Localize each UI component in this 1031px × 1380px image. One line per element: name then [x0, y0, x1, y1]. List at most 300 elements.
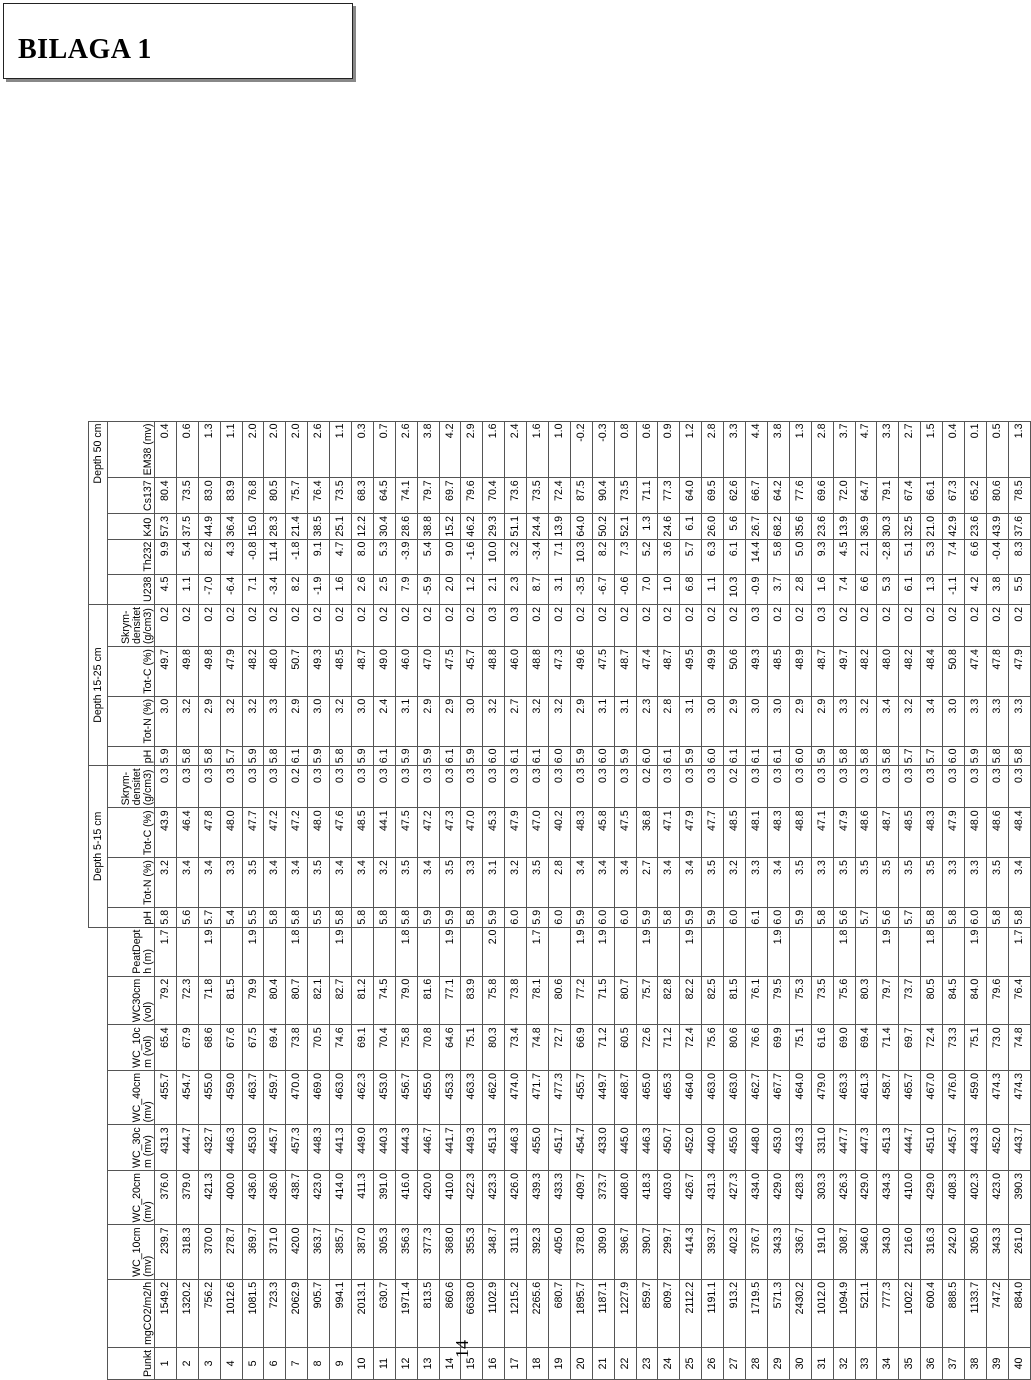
table-cell: 0.6	[636, 421, 658, 478]
table-cell: 68.2	[767, 513, 789, 539]
table-cell: 48.0	[308, 808, 330, 858]
table-cell: 74.5	[373, 976, 395, 1025]
table-cell: 74.8	[527, 1025, 549, 1071]
table-cell: 0.3	[483, 604, 505, 646]
table-cell: 21.0	[921, 513, 943, 539]
table-cell: 47.7	[702, 808, 724, 858]
table-cell: 6.1	[724, 746, 746, 766]
table-cell: 416.0	[395, 1171, 417, 1225]
table-cell: 2.9	[286, 696, 308, 746]
table-cell: 0.7	[373, 421, 395, 478]
table-cell: 5.8	[658, 907, 680, 927]
table-cell: 0.9	[658, 421, 680, 478]
table-cell: 57.3	[155, 513, 177, 539]
table-cell: 2.0	[264, 421, 286, 478]
table-cell: 0.2	[986, 604, 1008, 646]
group-header-depth-5-15: Depth 5-15 cm	[89, 766, 108, 927]
table-cell: 75.7	[636, 976, 658, 1025]
table-cell: 0.3	[176, 766, 198, 808]
table-cell: 1.1	[330, 421, 352, 478]
table-cell: -1.8	[286, 539, 308, 574]
table-cell: 455.0	[198, 1070, 220, 1124]
table-cell: 48.7	[811, 647, 833, 697]
table-cell: 68.3	[352, 478, 374, 514]
table-cell: 0.2	[373, 604, 395, 646]
table-cell: 6638.0	[461, 1279, 483, 1347]
table-cell: 459.0	[220, 1070, 242, 1124]
table-cell: 75.8	[395, 1025, 417, 1071]
table-cell: 6.0	[789, 746, 811, 766]
table-cell: 299.7	[658, 1225, 680, 1279]
table-cell: 2.9	[198, 696, 220, 746]
table-cell: 48.0	[264, 647, 286, 697]
table-cell: 80.7	[286, 976, 308, 1025]
table-cell: 51.1	[505, 513, 527, 539]
table-cell: 1.3	[198, 421, 220, 478]
table-cell: 387.0	[352, 1225, 374, 1279]
table-cell: 0.2	[155, 604, 177, 646]
table-cell: 6.0	[549, 746, 571, 766]
table-cell: 62.6	[724, 478, 746, 514]
table-cell: 24.4	[527, 513, 549, 539]
table-cell: 600.4	[921, 1279, 943, 1347]
table-cell: 47.8	[198, 808, 220, 858]
table-cell: 83.9	[461, 976, 483, 1025]
table-cell: 48.7	[658, 647, 680, 697]
table-cell: 355.3	[461, 1225, 483, 1279]
table-cell: 3.4	[921, 696, 943, 746]
table-cell: 346.0	[855, 1225, 877, 1279]
table-cell: 1.3	[921, 574, 943, 604]
table-cell: 70.5	[308, 1025, 330, 1071]
table-cell: 47.8	[986, 647, 1008, 697]
table-cell: 3.5	[395, 858, 417, 908]
table-cell: 10.0	[483, 539, 505, 574]
table-cell: 278.7	[220, 1225, 242, 1279]
table-cell: 81.5	[724, 976, 746, 1025]
table-cell: 5.9	[395, 746, 417, 766]
table-cell: 37	[943, 1347, 965, 1379]
table-cell: 1187.1	[592, 1279, 614, 1347]
table-cell: 6.0	[549, 907, 571, 927]
table-cell: 5.9	[155, 746, 177, 766]
table-cell: 2.1	[483, 574, 505, 604]
table-cell: 3.5	[899, 858, 921, 908]
table-cell: 3.0	[308, 696, 330, 746]
table-cell: 2.6	[352, 574, 374, 604]
table-cell: 458.7	[877, 1070, 899, 1124]
table-cell: 6.1	[899, 574, 921, 604]
table-cell: 453.3	[439, 1070, 461, 1124]
table-cell: 0.3	[702, 766, 724, 808]
table-cell: 8.0	[352, 539, 374, 574]
table-cell: 0.2	[176, 604, 198, 646]
table-cell: 343.3	[986, 1225, 1008, 1279]
table-cell: 47.2	[286, 808, 308, 858]
table-cell: 5.9	[527, 907, 549, 927]
table-cell: 47.6	[330, 808, 352, 858]
table-cell: 60.5	[614, 1025, 636, 1071]
table-cell	[746, 927, 768, 976]
table-cell: 2062.9	[286, 1279, 308, 1347]
table-cell: -3.4	[264, 574, 286, 604]
table-cell: 409.7	[570, 1171, 592, 1225]
table-cell: 3.5	[527, 858, 549, 908]
table-cell: 3.3	[943, 858, 965, 908]
table-cell: 49.0	[373, 647, 395, 697]
table-cell: 76.4	[1008, 976, 1030, 1025]
table-cell: 73.5	[330, 478, 352, 514]
table-cell: 393.7	[702, 1225, 724, 1279]
table-cell: 5.7	[921, 746, 943, 766]
table-cell: 80.6	[549, 976, 571, 1025]
table-cell: 2.7	[505, 696, 527, 746]
table-cell: 3.1	[483, 858, 505, 908]
table-cell: 3.4	[614, 858, 636, 908]
table-cell: 6.1	[439, 746, 461, 766]
table-cell: 48.3	[767, 808, 789, 858]
table-cell: 6.1	[746, 907, 768, 927]
table-cell: 0.3	[330, 766, 352, 808]
table-cell: 69.7	[439, 478, 461, 514]
table-cell: 3.2	[483, 696, 505, 746]
table-cell: 465.7	[899, 1070, 921, 1124]
table-cell: 3.3	[746, 858, 768, 908]
table-cell: 3.4	[286, 858, 308, 908]
table-cell: 1.2	[680, 421, 702, 478]
table-cell: 463.0	[702, 1070, 724, 1124]
table-cell: 3.0	[943, 696, 965, 746]
table-cell: 1.6	[330, 574, 352, 604]
table-cell: 48.8	[527, 647, 549, 697]
table-cell: 4.7	[330, 539, 352, 574]
table-cell: 49.8	[176, 647, 198, 697]
table-cell: 6.0	[592, 907, 614, 927]
table-cell: 5.9	[417, 907, 439, 927]
table-cell: 462.7	[746, 1070, 768, 1124]
table-cell: 403.0	[658, 1171, 680, 1225]
header-ph-1525: pH	[108, 746, 155, 766]
table-cell: 25.1	[330, 513, 352, 539]
table-cell: 376.7	[746, 1225, 768, 1279]
table-cell: 27	[724, 1347, 746, 1379]
table-cell	[417, 927, 439, 976]
table-cell: 6.1	[373, 746, 395, 766]
table-cell: 1094.9	[833, 1279, 855, 1347]
table-cell: 48.0	[220, 808, 242, 858]
table-cell: 4.2	[964, 574, 986, 604]
table-cell: 441.3	[330, 1125, 352, 1171]
table-cell: 45.7	[461, 647, 483, 697]
header-th232: Th232	[108, 539, 155, 574]
table-cell: 371.0	[264, 1225, 286, 1279]
table-cell: 461.3	[855, 1070, 877, 1124]
table-cell: 0.3	[439, 766, 461, 808]
table-cell: 2.0	[483, 927, 505, 976]
table-cell: 47.1	[811, 808, 833, 858]
table-cell: 2.5	[373, 574, 395, 604]
table-cell: 49.5	[680, 647, 702, 697]
table-cell: 0.2	[855, 604, 877, 646]
table-cell: 0.2	[461, 604, 483, 646]
table-cell: 414.0	[330, 1171, 352, 1225]
table-cell: 5.8	[330, 907, 352, 927]
table-row	[395, 421, 417, 1379]
table-cell: 10.3	[724, 574, 746, 604]
table-cell: 0.3	[505, 604, 527, 646]
table-cell: 343.3	[767, 1225, 789, 1279]
table-cell: 0.3	[242, 766, 264, 808]
table-cell: 913.2	[724, 1279, 746, 1347]
table-row	[352, 421, 374, 1379]
table-cell: 8.3	[1008, 539, 1030, 574]
table-cell: 0.3	[833, 766, 855, 808]
header-totn-1525: Tot-N (%)	[108, 696, 155, 746]
table-cell: 67.9	[176, 1025, 198, 1071]
table-cell: 47.9	[505, 808, 527, 858]
table-cell: 71.5	[592, 976, 614, 1025]
table-cell: 3.2	[899, 696, 921, 746]
table-cell: 24	[658, 1347, 680, 1379]
table-cell: 47.9	[220, 647, 242, 697]
table-cell: 420.0	[417, 1171, 439, 1225]
table-cell: 418.3	[636, 1171, 658, 1225]
table-cell: 66.7	[746, 478, 768, 514]
table-cell: 1.9	[198, 927, 220, 976]
table-row	[877, 421, 899, 1379]
table-cell: 3.5	[308, 858, 330, 908]
table-row	[789, 421, 811, 1379]
table-cell: -3.4	[527, 539, 549, 574]
annex-label: BILAGA 1	[18, 34, 152, 65]
table-cell: 3.1	[592, 696, 614, 746]
table-cell: 3.8	[767, 421, 789, 478]
table-cell: 451.7	[549, 1125, 571, 1171]
table-cell: 408.0	[614, 1171, 636, 1225]
table-cell: 5.8	[395, 907, 417, 927]
table-cell: 0.3	[658, 766, 680, 808]
table-cell: 1.0	[549, 421, 571, 478]
table-cell: 3.4	[198, 858, 220, 908]
table-cell: 0.2	[1008, 604, 1030, 646]
table-cell: 448.3	[308, 1125, 330, 1171]
table-cell: 0.2	[439, 604, 461, 646]
table-cell: 67.5	[242, 1025, 264, 1071]
table-cell: 2.3	[636, 696, 658, 746]
table-cell	[986, 927, 1008, 976]
table-cell: 6.0	[592, 746, 614, 766]
table-cell: 4.5	[833, 539, 855, 574]
table-cell: 3.0	[746, 696, 768, 746]
table-cell: 1.3	[636, 513, 658, 539]
table-cell: 479.0	[811, 1070, 833, 1124]
table-cell: 438.7	[286, 1171, 308, 1225]
table-cell: 28	[746, 1347, 768, 1379]
table-cell: 368.0	[439, 1225, 461, 1279]
table-cell: 777.3	[877, 1279, 899, 1347]
table-cell: 1.9	[964, 927, 986, 976]
table-cell: 75.8	[483, 976, 505, 1025]
table-cell: 5.4	[417, 539, 439, 574]
table-cell: 5.8	[330, 746, 352, 766]
group-header-blank	[89, 927, 108, 1379]
table-cell: 1.9	[636, 927, 658, 976]
table-cell: 1.1	[702, 574, 724, 604]
table-row	[483, 421, 505, 1379]
table-cell: 453.0	[767, 1125, 789, 1171]
table-cell: 0.3	[352, 766, 374, 808]
table-cell: 48.5	[899, 808, 921, 858]
header-wc20: WC_20cm (mv)	[108, 1171, 155, 1225]
table-cell: 3.4	[680, 858, 702, 908]
table-cell: 80.5	[264, 478, 286, 514]
table-cell: 5.2	[636, 539, 658, 574]
table-cell: 50.2	[592, 513, 614, 539]
table-cell: 48.6	[855, 808, 877, 858]
table-cell: 385.7	[330, 1225, 352, 1279]
table-cell: 408.3	[943, 1171, 965, 1225]
table-cell: 5.7	[899, 907, 921, 927]
table-cell: 77.2	[570, 976, 592, 1025]
table-cell: 884.0	[1008, 1279, 1030, 1347]
table-cell: 0.2	[702, 604, 724, 646]
table-cell: 7.9	[395, 574, 417, 604]
table-cell: 994.1	[330, 1279, 352, 1347]
table-cell: 73.5	[527, 478, 549, 514]
table-row	[680, 421, 702, 1379]
table-cell: 451.3	[483, 1125, 505, 1171]
table-cell: 336.7	[789, 1225, 811, 1279]
table-cell: 3.5	[242, 858, 264, 908]
table-cell: 888.5	[943, 1279, 965, 1347]
table-row	[592, 421, 614, 1379]
table-cell: 0.2	[527, 604, 549, 646]
table-cell: -0.8	[242, 539, 264, 574]
table-cell: 77.1	[439, 976, 461, 1025]
table-cell: 5.4	[176, 539, 198, 574]
table-cell: 4.4	[746, 421, 768, 478]
table-cell: 48.7	[877, 808, 899, 858]
table-cell: 3.3	[220, 858, 242, 908]
table-cell: 456.7	[395, 1070, 417, 1124]
table-cell: 390.3	[1008, 1171, 1030, 1225]
table-cell: 75.6	[833, 976, 855, 1025]
table-cell: 43.9	[986, 513, 1008, 539]
table-cell: 24.6	[658, 513, 680, 539]
table-cell: -1.6	[461, 539, 483, 574]
table-cell: 0.3	[264, 766, 286, 808]
table-cell: 476.0	[943, 1070, 965, 1124]
table-cell: 6.0	[483, 746, 505, 766]
table-cell: 5.5	[308, 907, 330, 927]
table-cell: 1719.5	[746, 1279, 768, 1347]
table-cell: 76.4	[308, 478, 330, 514]
table-cell: 23.6	[811, 513, 833, 539]
table-cell: 316.3	[921, 1225, 943, 1279]
table-cell: 2430.2	[789, 1279, 811, 1347]
table-cell: 79.6	[986, 976, 1008, 1025]
table-cell: 3.3	[877, 421, 899, 478]
table-cell	[220, 927, 242, 976]
table-cell: 2.8	[702, 421, 724, 478]
table-row	[461, 421, 483, 1379]
table-cell: 3.2	[373, 858, 395, 908]
table-cell: 0.3	[811, 766, 833, 808]
table-cell: 69.6	[811, 478, 833, 514]
table-cell: 242.0	[943, 1225, 965, 1279]
table-cell: -0.4	[986, 539, 1008, 574]
table-cell: 47.5	[592, 647, 614, 697]
table-cell: 433.3	[549, 1171, 571, 1225]
table-cell: 0.2	[789, 604, 811, 646]
table-cell: 48.8	[789, 808, 811, 858]
table-cell: 84.0	[964, 976, 986, 1025]
table-cell: 75.1	[964, 1025, 986, 1071]
table-cell: 70.8	[417, 1025, 439, 1071]
table-cell: 1102.9	[483, 1279, 505, 1347]
table-cell: 2265.6	[527, 1279, 549, 1347]
table-cell: 1.9	[570, 927, 592, 976]
table-cell: 1012.6	[220, 1279, 242, 1347]
table-cell: 379.0	[176, 1171, 198, 1225]
table-cell: 0.2	[352, 604, 374, 646]
table-cell: 73.0	[986, 1025, 1008, 1071]
table-cell: 75.6	[702, 1025, 724, 1071]
table-cell: 5.9	[352, 746, 374, 766]
table-cell: 9.0	[439, 539, 461, 574]
table-cell: 69.0	[833, 1025, 855, 1071]
table-cell: 3.1	[549, 574, 571, 604]
table-cell: 447.3	[855, 1125, 877, 1171]
table-cell: 2.3	[505, 574, 527, 604]
table-cell: 82.1	[308, 976, 330, 1025]
table-cell: 0.2	[636, 766, 658, 808]
header-totc-1525: Tot-C (%)	[108, 647, 155, 697]
table-cell: 0.3	[899, 766, 921, 808]
table-cell: 0.3	[570, 766, 592, 808]
table-cell: 444.3	[395, 1125, 417, 1171]
table-cell: 76.6	[746, 1025, 768, 1071]
table-cell: 79.9	[242, 976, 264, 1025]
table-cell: 5.8	[767, 539, 789, 574]
table-cell: 49.7	[833, 647, 855, 697]
table-cell: 429.0	[921, 1171, 943, 1225]
table-cell: 65.4	[155, 1025, 177, 1071]
table-cell: 3.5	[789, 858, 811, 908]
table-cell: 48.6	[986, 808, 1008, 858]
table-cell: 0.2	[964, 604, 986, 646]
table-cell: 3.3	[1008, 696, 1030, 746]
table-cell: 65.2	[964, 478, 986, 514]
table-cell: 343.0	[877, 1225, 899, 1279]
table-cell: 8.7	[527, 574, 549, 604]
table-cell: -0.9	[746, 574, 768, 604]
table-cell: 64.0	[680, 478, 702, 514]
table-cell: 3.4	[176, 858, 198, 908]
table-cell: 6.0	[614, 907, 636, 927]
soil-data-table	[88, 421, 1031, 1380]
table-cell: 410.0	[439, 1171, 461, 1225]
table-cell: 0.2	[308, 604, 330, 646]
table-cell: 3.4	[592, 858, 614, 908]
table-cell: 4.5	[155, 574, 177, 604]
table-cell: 48.0	[964, 808, 986, 858]
table-cell: 813.5	[417, 1279, 439, 1347]
table-cell: 49.6	[570, 647, 592, 697]
table-cell: 64.7	[855, 478, 877, 514]
table-cell: 14	[439, 1347, 461, 1379]
table-cell	[352, 927, 374, 976]
